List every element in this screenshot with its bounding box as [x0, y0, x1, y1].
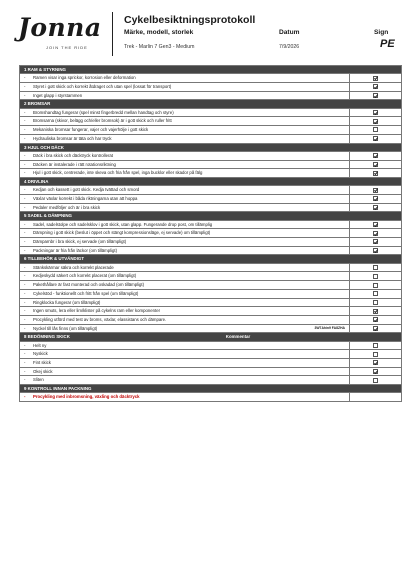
- dash-marker: -: [24, 299, 26, 305]
- checkbox-cell: [350, 341, 402, 350]
- item-cell: [20, 367, 350, 376]
- item-content: [24, 126, 349, 134]
- section-header: [20, 385, 402, 393]
- section-title: 9 KONTROLL INNAN PACKNING: [20, 385, 402, 393]
- checklist-row: [20, 350, 402, 359]
- item-cell: [20, 134, 350, 143]
- date-value: 7/9/2026: [279, 44, 300, 50]
- item-text: Ringklocka fungerar (om tillämpligt): [33, 299, 101, 305]
- section-title: [20, 333, 402, 341]
- item-content: [24, 325, 349, 333]
- dash-marker: -: [24, 135, 26, 141]
- item-label: [24, 281, 144, 289]
- checklist-row: [20, 281, 402, 290]
- item-cell: [20, 151, 350, 160]
- item-text: Däcken är instalerade i rätt rotationsriktning: [33, 161, 116, 167]
- checklist-row: [20, 229, 402, 238]
- checkbox[interactable]: [373, 222, 378, 227]
- checkbox-cell: [350, 324, 402, 333]
- checkbox[interactable]: [373, 309, 378, 314]
- item-label: [24, 272, 136, 280]
- item-cell: [20, 315, 350, 324]
- dash-marker: -: [24, 360, 26, 366]
- dash-marker: -: [24, 290, 26, 296]
- logo-tagline: JOIN THE RIDE: [46, 45, 88, 50]
- dash-marker: -: [24, 239, 26, 245]
- item-text: Växlar växlar korrekt i båda riktningarna utan att hoppa: [33, 195, 138, 201]
- checkbox-cell: [350, 151, 402, 160]
- item-cell: [20, 220, 350, 229]
- section-header: [20, 143, 402, 151]
- inspection-table: [19, 65, 402, 402]
- dash-marker: -: [24, 342, 26, 348]
- item-content: [24, 376, 349, 384]
- checklist-row: [20, 246, 402, 255]
- checklist-row: [20, 203, 402, 212]
- checklist-row: [20, 298, 402, 307]
- checklist-row: [20, 220, 402, 229]
- item-label: [24, 359, 51, 367]
- item-cell: [20, 186, 350, 195]
- checkbox[interactable]: [373, 369, 378, 374]
- comment-label: Kommentar: [225, 334, 251, 340]
- logo-wordmark: Jonna: [18, 13, 102, 42]
- checkbox[interactable]: [373, 378, 378, 383]
- item-text: Bromsarna (skivor, belägg och/eller bromsok) är i gott skick och ruller fritt: [33, 118, 172, 124]
- checkbox-cell: [350, 186, 402, 195]
- item-cell: [20, 108, 350, 117]
- item-content: [24, 169, 349, 177]
- checkbox[interactable]: [373, 127, 378, 132]
- item-label: [24, 350, 48, 358]
- item-text: Procykling utförd med test av broms, växlar, elassistans och dämpare.: [33, 316, 167, 322]
- item-text: Hjul i gott skick, centrerade, inte skeva och fria från spel, inga bucklor eller skador på fälg: [33, 170, 203, 176]
- checkbox-cell: [350, 350, 402, 359]
- item-cell: [20, 376, 350, 385]
- section-title: 1 RAM & STYRNING: [20, 66, 402, 74]
- checklist-row: [20, 315, 402, 324]
- dash-marker: -: [24, 187, 26, 193]
- item-label: [24, 376, 44, 384]
- checkbox[interactable]: [373, 231, 378, 236]
- item-label: [24, 186, 139, 194]
- brand-label: Märke, modell, storlek: [124, 29, 194, 36]
- item-label: [24, 204, 100, 212]
- checkbox[interactable]: [373, 300, 378, 305]
- checklist-row: [20, 359, 402, 368]
- checklist-row: [20, 324, 402, 333]
- checkbox[interactable]: [373, 248, 378, 253]
- dash-marker: -: [24, 273, 26, 279]
- checkbox[interactable]: [373, 119, 378, 124]
- checkbox-cell: [350, 126, 402, 135]
- section-header: [20, 100, 402, 108]
- checklist-row: [20, 160, 402, 169]
- dash-marker: -: [24, 204, 26, 210]
- checkbox[interactable]: [373, 239, 378, 244]
- checkbox[interactable]: [373, 352, 378, 357]
- dash-marker: -: [24, 109, 26, 115]
- dash-marker: -: [24, 325, 26, 331]
- item-content: [24, 238, 349, 246]
- checkbox-cell: [350, 203, 402, 212]
- item-text: Packningar är fria från läckor (om tillämpligt): [33, 247, 118, 253]
- item-cell: [20, 359, 350, 368]
- item-label: [24, 299, 100, 307]
- item-label: [24, 290, 138, 298]
- signature: PE: [380, 38, 395, 50]
- sign-label: Sign: [374, 29, 389, 36]
- item-cell: [20, 169, 350, 178]
- item-content: [24, 368, 349, 376]
- item-text: Okej skick: [33, 368, 53, 374]
- item-cell: [20, 281, 350, 290]
- item-content: [24, 204, 349, 212]
- header-divider: [112, 12, 113, 56]
- section-title: 5 SADEL & DÄMPNING: [20, 212, 402, 220]
- checklist-row: [20, 91, 402, 100]
- dash-marker: -: [24, 368, 26, 374]
- section-title: 6 TILLBEHÖR & UTVÄNDIGT: [20, 255, 402, 263]
- checkbox-cell: [350, 272, 402, 281]
- item-cell: [20, 307, 350, 316]
- item-content: [24, 299, 349, 307]
- item-text: Sadel, sadelstolpe och sadelsklov i gott skick, utan glapp. Fungerande drop post, om tillämplig: [33, 221, 213, 227]
- item-content: [24, 135, 349, 143]
- checkbox-cell: [350, 307, 402, 316]
- dash-marker: -: [24, 118, 26, 124]
- condition-title: 8 BEDÖMNING SKICK: [24, 334, 70, 340]
- item-content: [24, 109, 349, 117]
- item-cell: [20, 246, 350, 255]
- item-cell: [20, 350, 350, 359]
- checkbox[interactable]: [373, 188, 378, 193]
- checklist-row: [20, 83, 402, 92]
- checkbox-cell: [350, 74, 402, 83]
- dash-marker: -: [24, 84, 26, 89]
- item-label: [24, 316, 166, 324]
- item-text: Ingen smuts, lera eller lim/klister på cykelns ram eller komponenter: [33, 308, 161, 314]
- checkbox[interactable]: [373, 162, 378, 167]
- item-label: [24, 229, 210, 237]
- item-text: Kedjeskydd säkert och korrekt placerat (om tillämpligt): [33, 273, 137, 279]
- checkbox-cell: [350, 238, 402, 247]
- item-content: [24, 264, 349, 272]
- final-text: Procykling med inbromsning, växling och däcktryck: [33, 394, 140, 400]
- checkbox-cell: [350, 160, 402, 169]
- item-label: [24, 342, 46, 350]
- checkbox[interactable]: [373, 196, 378, 201]
- item-content: [24, 290, 349, 298]
- item-cell: [20, 117, 350, 126]
- checkbox-cell: [350, 246, 402, 255]
- checkbox[interactable]: [373, 93, 378, 98]
- item-text: Kedjan och kassett i gott skick. Kedja tvättad och smord: [33, 187, 140, 193]
- checklist-row: [20, 134, 402, 143]
- checklist-row: [20, 289, 402, 298]
- item-label: [24, 368, 53, 376]
- item-cell: [20, 238, 350, 247]
- item-cell: [20, 272, 350, 281]
- key-code-note: 3W7Ahin9 FA8ZHA: [314, 325, 345, 330]
- checkbox[interactable]: [373, 291, 378, 296]
- checkbox-cell: [350, 281, 402, 290]
- item-content: [24, 342, 349, 350]
- item-label: [24, 152, 113, 160]
- section-header: [20, 177, 402, 185]
- item-cell: [20, 194, 350, 203]
- item-text: Dämparnbr i bra skick, ej servade (om tillämpligt): [33, 239, 127, 245]
- dash-marker: -: [24, 351, 26, 357]
- checkbox-cell: [350, 108, 402, 117]
- item-text: Nyskick: [33, 351, 48, 357]
- item-text: Pakethållare är fast monterad och oskadad (om tillämpligt): [33, 282, 145, 288]
- item-cell: [20, 160, 350, 169]
- item-text: Cykelstöd - funktionellt och fritt från spel (om tillämpligt): [33, 290, 139, 296]
- dash-marker: -: [24, 264, 26, 270]
- item-text: Sliten: [33, 377, 44, 383]
- item-label: [24, 238, 126, 246]
- item-label: [24, 109, 174, 117]
- item-content: [24, 74, 349, 82]
- checkbox-cell: [350, 298, 402, 307]
- checkbox[interactable]: [373, 317, 378, 322]
- checkbox[interactable]: [373, 326, 378, 331]
- item-cell: [20, 341, 350, 350]
- item-cell: [20, 263, 350, 272]
- item-label: [24, 247, 117, 255]
- checklist-row: [20, 186, 402, 195]
- item-label: [24, 161, 116, 169]
- item-content: [24, 152, 349, 160]
- checkbox-cell: [350, 194, 402, 203]
- brand-value: Trek - Marlin 7 Gen3 - Medium: [124, 44, 195, 50]
- checklist-row: [20, 126, 402, 135]
- checklist-row: [20, 341, 402, 350]
- item-content: [24, 83, 349, 91]
- section-header: [20, 333, 402, 341]
- item-cell: [20, 324, 350, 333]
- item-label: [24, 195, 137, 203]
- dash-marker: -: [24, 127, 26, 133]
- checklist-row: [20, 272, 402, 281]
- item-text: Styret i gott skick och korrekt åtdraget och utan spel (lossat för transport): [33, 84, 172, 89]
- item-label: [24, 169, 202, 177]
- dash-marker: -: [24, 92, 26, 98]
- checkbox-cell: [350, 83, 402, 92]
- checklist-row: [20, 376, 402, 385]
- dash-marker: -: [24, 316, 26, 322]
- item-content: [24, 92, 349, 100]
- checkbox-cell: [350, 220, 402, 229]
- dash-marker: -: [24, 75, 26, 81]
- checklist-row: [20, 74, 402, 83]
- checkbox-cell: [350, 367, 402, 376]
- checklist-row: [20, 108, 402, 117]
- item-text: Ramen visar inga sprickor, korrosion eller deformation: [33, 75, 136, 81]
- item-cell: [20, 298, 350, 307]
- dash-marker: -: [24, 221, 26, 227]
- item-content: [24, 307, 349, 315]
- section-title: 4 DRIVLINA: [20, 177, 402, 185]
- checkbox-cell: [350, 359, 402, 368]
- item-label: [24, 325, 97, 333]
- section-title: 3 HJUL OCH DÄCK: [20, 143, 402, 151]
- final-check-empty: [350, 393, 402, 402]
- dash-marker: -: [24, 247, 26, 253]
- item-text: Inget glapp i styrstammen: [33, 92, 83, 98]
- dash-marker: -: [24, 377, 26, 383]
- checklist-row: [20, 307, 402, 316]
- dash-marker: -: [24, 195, 26, 201]
- item-label: [24, 74, 136, 82]
- checkbox-cell: [350, 169, 402, 178]
- checkbox[interactable]: [373, 84, 378, 89]
- checkbox-cell: [350, 91, 402, 100]
- item-cell: [20, 126, 350, 135]
- item-content: [24, 221, 349, 229]
- final-check-text: [20, 393, 350, 402]
- dash-marker: -: [24, 282, 26, 288]
- checklist-row: [20, 117, 402, 126]
- section-header: [20, 66, 402, 74]
- checkbox-cell: [350, 117, 402, 126]
- checkbox[interactable]: [373, 136, 378, 141]
- item-text: Stänkskärmar säkra och korrekt placerade: [33, 264, 114, 270]
- checklist-row: [20, 263, 402, 272]
- jonna-logo: [18, 14, 102, 50]
- item-label: [24, 92, 82, 100]
- checkbox[interactable]: [373, 110, 378, 115]
- item-content: [24, 195, 349, 203]
- item-text: Hydrauliska bromsar är täta och har tryck: [33, 135, 112, 141]
- checklist-row: [20, 194, 402, 203]
- dash-marker: -: [24, 152, 26, 158]
- final-check-row: [20, 393, 402, 402]
- item-cell: [20, 74, 350, 83]
- item-content: [24, 350, 349, 358]
- item-content: [24, 272, 349, 280]
- item-content: [24, 316, 349, 324]
- checkbox-cell: [350, 263, 402, 272]
- item-content: [24, 359, 349, 367]
- item-label: [24, 135, 112, 143]
- item-content: [24, 229, 349, 237]
- item-label: [24, 126, 148, 134]
- checklist-row: [20, 151, 402, 160]
- checklist-row: [20, 238, 402, 247]
- checkbox-cell: [350, 229, 402, 238]
- item-text: Nyckel till lås finns (om tillämpligt): [33, 325, 98, 331]
- dash-marker: -: [24, 308, 26, 314]
- item-content: [24, 186, 349, 194]
- dash-marker: -: [24, 394, 26, 400]
- checkbox[interactable]: [373, 343, 378, 348]
- item-cell: [20, 289, 350, 298]
- item-text: Fint skick: [33, 360, 51, 366]
- checkbox[interactable]: [373, 274, 378, 279]
- checkbox[interactable]: [373, 205, 378, 210]
- item-text: Bromshandtag fungerar (spel minst fingerbredd mellan handtag och styre): [33, 109, 174, 115]
- item-text: Mekaniska bromsar fungerar, vajer och vajerhölje i gott skick: [33, 127, 149, 133]
- checkbox[interactable]: [373, 265, 378, 270]
- item-label: [24, 264, 114, 272]
- checklist-row: [20, 367, 402, 376]
- section-header: [20, 255, 402, 263]
- item-text: Pedaler medföljer och är i bra skick: [33, 204, 101, 210]
- dash-marker: -: [24, 230, 26, 236]
- item-cell: [20, 229, 350, 238]
- item-content: [24, 281, 349, 289]
- section-title: 2 BROMSAR: [20, 100, 402, 108]
- checkbox[interactable]: [373, 360, 378, 365]
- date-label: Datum: [279, 29, 300, 36]
- checkbox[interactable]: [373, 283, 378, 288]
- item-content: [24, 247, 349, 255]
- item-label: [24, 307, 160, 315]
- item-content: [24, 117, 349, 125]
- dash-marker: -: [24, 170, 26, 176]
- item-content: [24, 161, 349, 169]
- item-text: Dämpning i gott skick (beslut i öppet och stängt kompressionsläge, ej servade) om tillämpligt): [33, 230, 211, 236]
- checkbox-cell: [350, 289, 402, 298]
- item-text: Helt ny: [33, 342, 47, 348]
- checkbox-cell: [350, 315, 402, 324]
- item-label: [24, 83, 171, 91]
- item-label: [24, 117, 172, 125]
- dash-marker: -: [24, 161, 26, 167]
- checkbox-cell: [350, 376, 402, 385]
- item-cell: [20, 91, 350, 100]
- section-header: [20, 212, 402, 220]
- checkbox-cell: [350, 134, 402, 143]
- item-cell: [20, 83, 350, 92]
- checkbox[interactable]: [373, 171, 378, 176]
- item-text: Däck i bra skick och däcktryck kontrollerat: [33, 152, 113, 158]
- checkbox[interactable]: [373, 76, 378, 81]
- page-title: Cykelbesiktningsprotokoll: [124, 14, 256, 26]
- item-cell: [20, 203, 350, 212]
- checkbox[interactable]: [373, 153, 378, 158]
- item-label: [24, 221, 212, 229]
- checklist-row: [20, 169, 402, 178]
